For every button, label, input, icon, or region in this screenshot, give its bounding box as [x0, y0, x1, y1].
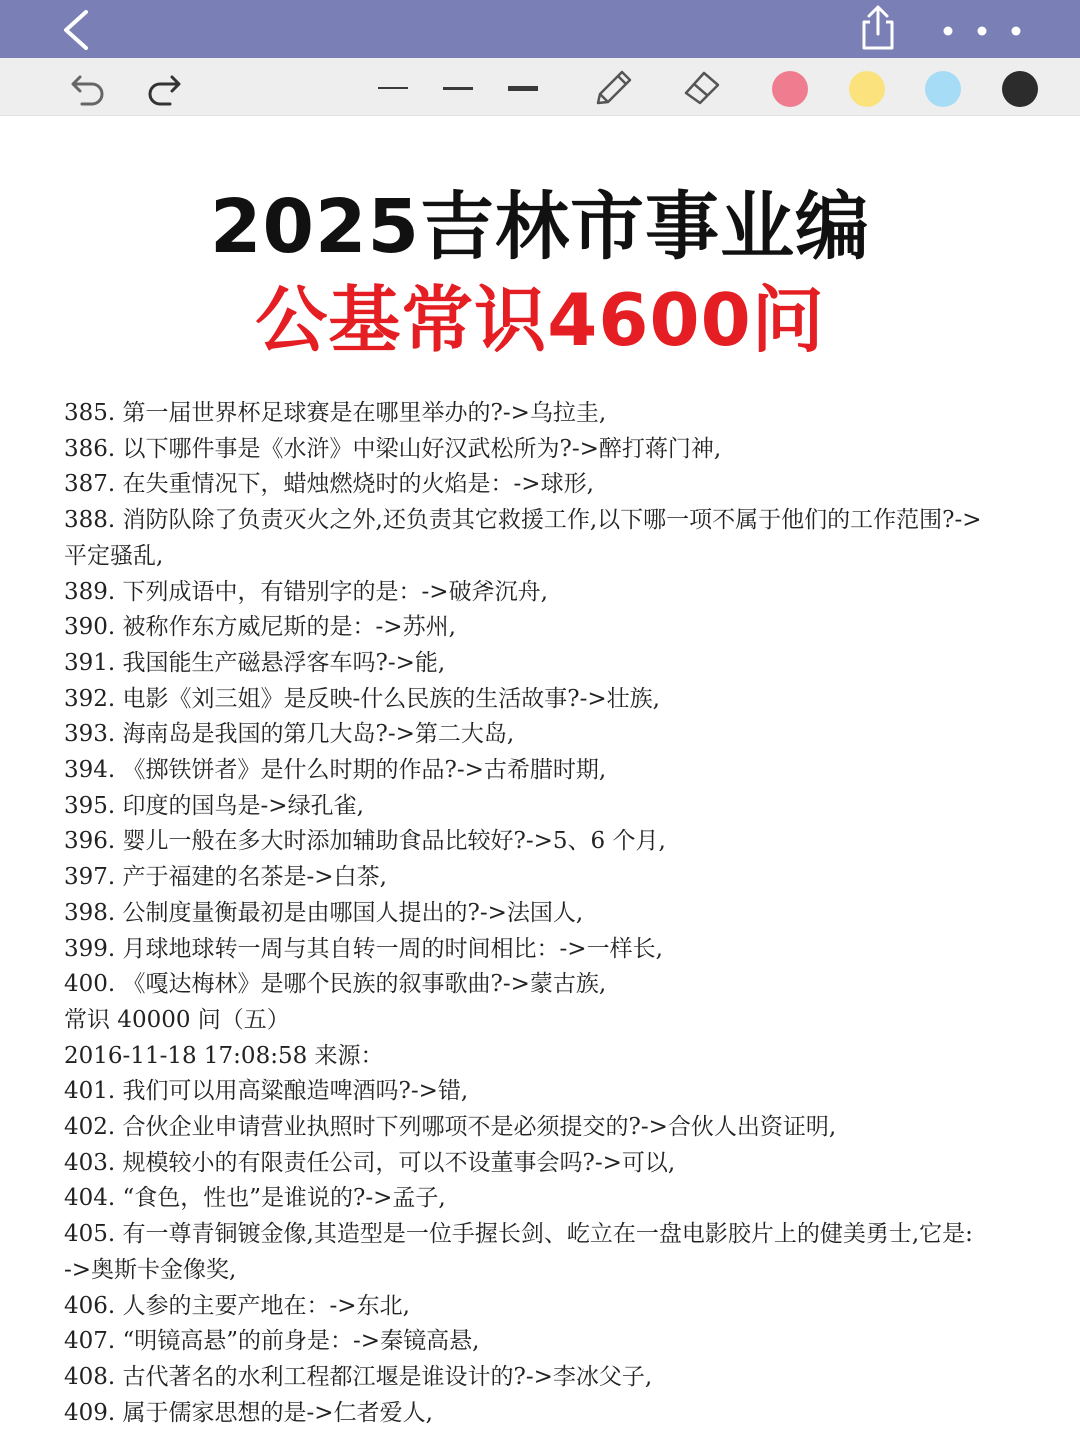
text-line: 391. 我国能生产磁悬浮客车吗?->能, — [64, 649, 446, 676]
stroke-thin-option[interactable] — [378, 87, 408, 89]
text-line: 392. 电影《刘三姐》是反映-什么民族的生活故事?->壮族, — [64, 685, 660, 712]
text-line: 403. 规模较小的有限责任公司，可以不设董事会吗?->可以, — [64, 1149, 676, 1176]
text-line: 394. 《掷铁饼者》是什么时期的作品?->古希腊时期, — [64, 757, 607, 784]
text-line: 387. 在失重情况下，蜡烛燃烧时的火焰是：->球形, — [64, 471, 594, 498]
pink-color-swatch[interactable] — [772, 71, 808, 107]
more-horizontal-icon[interactable] — [936, 20, 1028, 42]
text-line: 385. 第一届世界杯足球赛是在哪里举办的?->乌拉圭, — [64, 400, 607, 426]
share-icon[interactable] — [856, 4, 900, 52]
top-navigation-bar — [0, 0, 1080, 58]
text-line: 409. 属于儒家思想的是->仁者爱人, — [64, 1399, 433, 1426]
text-line: 397. 产于福建的名茶是->白茶, — [64, 864, 387, 891]
text-line: 405. 有一尊青铜镀金像,其造型是一位手握长剑、屹立在一盘电影胶片上的健美勇士,它是: — [64, 1221, 973, 1248]
text-line: 2016-11-18 17:08:58 来源： — [64, 1042, 384, 1069]
text-line: 386. 以下哪件事是《水浒》中梁山好汉武松所为?->醉打蒋门神, — [64, 435, 722, 462]
document-subtitle: 公基常识4600问 — [255, 278, 825, 362]
eraser-icon[interactable] — [680, 67, 722, 107]
text-line: 388. 消防队除了负责灭火之外,还负责其它救援工作,以下哪一项不属于他们的工作范围?-> — [64, 507, 982, 534]
text-line: ->奥斯卡金像奖, — [64, 1256, 237, 1283]
undo-icon[interactable] — [68, 67, 108, 107]
blue-color-swatch[interactable] — [925, 71, 961, 107]
text-line: 401. 我们可以用高粱酿造啤酒吗?->错, — [64, 1078, 469, 1105]
document-body — [64, 396, 1024, 1431]
text-line: 395. 印度的国鸟是->绿孔雀, — [64, 792, 364, 819]
pencil-icon[interactable] — [590, 67, 636, 107]
black-color-swatch[interactable] — [1002, 71, 1038, 107]
text-line: 398. 公制度量衡最初是由哪国人提出的?->法国人, — [64, 899, 584, 926]
redo-icon[interactable] — [144, 67, 184, 107]
text-line: 404. “食色，性也”是谁说的?->孟子, — [64, 1185, 446, 1212]
text-line: 常识 40000 问（五） — [64, 1006, 290, 1033]
stroke-thick-option[interactable] — [508, 86, 538, 91]
yellow-color-swatch[interactable] — [849, 71, 885, 107]
stroke-medium-option[interactable] — [443, 87, 473, 90]
annotation-toolbar — [0, 58, 1080, 116]
text-line: 402. 合伙企业申请营业执照时下列哪项不是必须提交的?->合伙人出资证明, — [64, 1114, 837, 1141]
text-line: 408. 古代著名的水利工程都江堰是谁设计的?->李冰父子, — [64, 1363, 653, 1390]
chevron-left-icon[interactable] — [58, 8, 98, 52]
text-line: 396. 婴儿一般在多大时添加辅助食品比较好?->5、6 个月, — [64, 828, 666, 855]
text-line: 390. 被称作东方威尼斯的是：->苏州, — [64, 614, 456, 641]
text-line: 393. 海南岛是我国的第几大岛?->第二大岛, — [64, 721, 515, 748]
text-line: 407. “明镜高悬”的前身是：->秦镜高悬, — [64, 1328, 480, 1355]
text-line: 389. 下列成语中，有错别字的是：->破斧沉舟, — [64, 578, 548, 605]
text-line: 平定骚乱, — [64, 542, 164, 569]
text-line: 400. 《嘎达梅林》是哪个民族的叙事歌曲?->蒙古族, — [64, 971, 607, 998]
text-line: 399. 月球地球转一周与其自转一周的时间相比：->一样长, — [64, 935, 663, 962]
document-title: 2025吉林市事业编 — [210, 184, 870, 270]
text-line: 406. 人参的主要产地在：->东北, — [64, 1292, 410, 1319]
